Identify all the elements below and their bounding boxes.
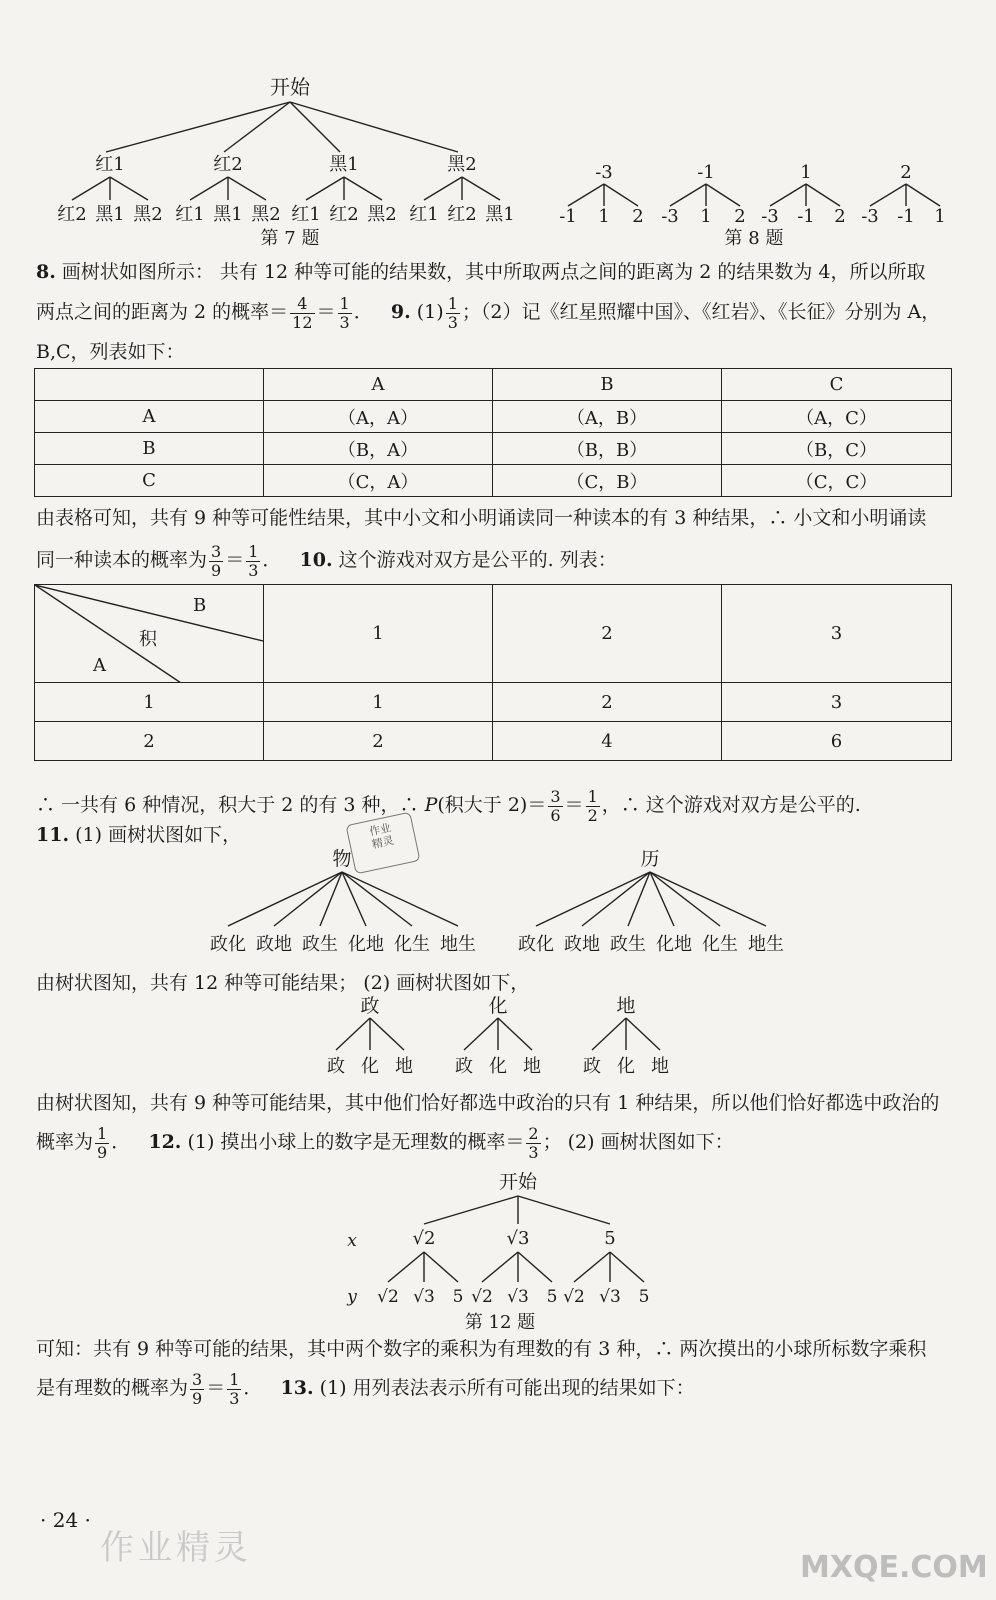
- table-row: [35, 722, 952, 761]
- corner-label-a: A: [93, 655, 106, 676]
- fraction: $\frac{1}{9}$: [97, 1123, 108, 1162]
- fraction: $\frac{3}{9}$: [211, 541, 222, 580]
- problem-12-conclusion-line-1: [36, 1334, 926, 1364]
- corner-label-b: B: [193, 595, 207, 616]
- tree-leaf: 黑2: [251, 204, 281, 225]
- table-cell: （B，A）: [264, 433, 493, 465]
- site-watermark: MXQE.COM: [800, 1550, 988, 1585]
- table-cell: （A，B）: [493, 401, 722, 433]
- tree-leaf: 黑2: [367, 204, 397, 225]
- tree-leaf: 化: [489, 1056, 507, 1077]
- figure-caption: 第 7 题: [260, 228, 320, 249]
- tree-leaf: -3: [661, 206, 679, 227]
- tree-leaf: 化: [617, 1056, 635, 1077]
- axis-label-x: x: [347, 1231, 357, 1251]
- paragraph-text: 可知：共有 9 种等可能的结果，其中两个数字的乘积为有理数的有 3 种，∴ 两次摸出的小球所标数字乘积: [36, 1338, 927, 1360]
- tree-root: 化: [488, 995, 508, 1017]
- problem-9-line-3: [36, 337, 185, 367]
- tree-leaf: 黑1: [213, 204, 243, 225]
- period: ．: [243, 1377, 263, 1399]
- paragraph-text: ； (2) 画树状图如下：: [542, 1131, 734, 1153]
- paragraph-text: 这个游戏对双方是公平的. 列表：: [338, 549, 617, 571]
- table-cell: 3: [722, 683, 952, 722]
- tree-leaf: 红2: [447, 204, 477, 225]
- tree-leaf: √2: [563, 1287, 585, 1307]
- tree-leaf: 化生: [702, 934, 738, 955]
- problem-11-12-line: [36, 1122, 734, 1162]
- tree-leaf: 化地: [656, 934, 692, 955]
- table-header-cell: C: [722, 369, 952, 401]
- problem-9-conclusion-line-1: [36, 503, 926, 533]
- table-cell: 6: [722, 722, 952, 761]
- problem-8-9-line: [36, 292, 940, 332]
- table-cell: 2: [35, 722, 264, 761]
- tree-leaf: 2: [834, 206, 846, 227]
- period: ．: [111, 1131, 131, 1153]
- tree-branch: 红1: [95, 154, 125, 175]
- tree-leaf: 1: [934, 206, 946, 227]
- period: ．: [353, 301, 373, 323]
- tree-leaf: 黑2: [133, 204, 163, 225]
- paragraph-text: B,C，列表如下：: [36, 341, 185, 363]
- paragraph-text: (1) 摸出小球上的数字是无理数的概率＝: [187, 1131, 525, 1153]
- tree-leaf: -1: [559, 206, 577, 227]
- problem-9-10-line: [36, 540, 617, 580]
- tree-leaf: 1: [598, 206, 610, 227]
- table-cell: [35, 369, 264, 401]
- fraction: $\frac{1}{2}$: [587, 786, 598, 825]
- tree-leaf: 政生: [610, 934, 646, 955]
- paragraph-text: (1) 用列表法表示所有可能出现的结果如下：: [319, 1377, 695, 1399]
- tree-leaf: 政生: [302, 934, 338, 955]
- problem-number: 8.: [36, 261, 56, 283]
- table-cell: （C，A）: [264, 465, 493, 497]
- tree-leaf: 地: [523, 1056, 541, 1077]
- tree-diagram-11a: [0, 840, 996, 965]
- paragraph-text: 由树状图知，共有 12 种等可能结果； (2) 画树状图如下，: [36, 972, 530, 994]
- tree-branch: √2: [412, 1228, 436, 1249]
- tree-leaf: 地: [651, 1056, 669, 1077]
- tree-leaf: 黑1: [485, 204, 515, 225]
- tree-leaf: 政地: [564, 934, 600, 955]
- tree-leaf: 化地: [348, 934, 384, 955]
- table-row: [35, 465, 952, 497]
- table-header-cell: A: [264, 369, 493, 401]
- tree-leaf: 2: [734, 206, 746, 227]
- table-cell: 2: [264, 722, 493, 761]
- problem-10-conclusion: [36, 785, 861, 825]
- problem-number: 11.: [36, 824, 70, 846]
- stamp-text: 精灵: [370, 833, 396, 852]
- problem-number: 13.: [280, 1377, 314, 1399]
- tree-leaf: 1: [700, 206, 712, 227]
- tree-leaf: -1: [897, 206, 915, 227]
- tree-branch: -3: [595, 162, 613, 183]
- tree-leaf: -1: [797, 206, 815, 227]
- paragraph-text: 是有理数的概率为: [36, 1377, 189, 1399]
- table-cell: （C，B）: [493, 465, 722, 497]
- tree-leaf: 红1: [175, 204, 205, 225]
- table-row: [35, 433, 952, 465]
- paragraph-text: 由树状图知，共有 9 种等可能结果，其中他们恰好都选中政治的只有 1 种结果，所以他们恰好都选中政治的: [36, 1092, 940, 1114]
- equals-sign: ＝: [225, 549, 245, 571]
- tree-leaf: 地生: [748, 934, 784, 955]
- table-cell: 1: [264, 683, 493, 722]
- tree-diagram-12: [0, 1162, 996, 1342]
- paragraph-text: ∴ 一共有 6 种情况，积大于 2 的有 3 种，∴: [36, 794, 425, 816]
- table-header-cell: B: [493, 369, 722, 401]
- page-number: · 24 ·: [40, 1508, 91, 1532]
- problem-11-conclusion-line-1: [36, 1088, 939, 1118]
- paragraph-text: ；（2）记《红星照耀中国》、《红岩》、《长征》分别为 A，: [461, 301, 941, 323]
- tree-leaf: 5: [452, 1287, 464, 1307]
- problem-number: 10.: [299, 549, 333, 571]
- fraction: $\frac{1}{3}$: [339, 293, 350, 332]
- tree-root: 历: [640, 848, 660, 870]
- equals-sign: ＝: [316, 301, 336, 323]
- tree-leaf: √3: [507, 1287, 529, 1307]
- tree-leaf: 政化: [518, 934, 554, 955]
- corner-label-product: 积: [139, 629, 157, 650]
- table-row: [35, 401, 952, 433]
- table-cell: 1: [35, 683, 264, 722]
- table-header-row: [35, 369, 952, 401]
- problem-number: 12.: [148, 1131, 182, 1153]
- diagonal-header-cell: [35, 585, 264, 683]
- fraction: $\frac{3}{6}$: [550, 786, 561, 825]
- table-cell: （A，A）: [264, 401, 493, 433]
- tree-leaf: 黑1: [95, 204, 125, 225]
- tree-root: 开始: [498, 1171, 538, 1193]
- tree-root: 地: [616, 995, 636, 1017]
- tree-leaf: √3: [599, 1287, 621, 1307]
- equals-sign: ＝: [206, 1377, 226, 1399]
- table-header-cell: 1: [264, 585, 493, 683]
- tree-branch: √3: [506, 1228, 530, 1249]
- paragraph-text: (积大于 2)＝: [437, 794, 547, 816]
- sub-part: (1): [416, 301, 444, 323]
- tree-diagram-11b: [0, 990, 996, 1080]
- tree-diagram-7: [57, 75, 514, 249]
- tree-leaf: 政: [455, 1056, 473, 1077]
- tree-leaf: 2: [632, 206, 644, 227]
- axis-label-y: y: [347, 1287, 357, 1307]
- paragraph-text: 两点之间的距离为 2 的概率＝: [36, 301, 289, 323]
- tree-leaf: -3: [861, 206, 879, 227]
- table-header-cell: 2: [493, 585, 722, 683]
- tree-leaf: 5: [546, 1287, 558, 1307]
- tree-leaf: -3: [761, 206, 779, 227]
- tree-leaf: 化生: [394, 934, 430, 955]
- paragraph-text: ，∴ 这个游戏对双方是公平的.: [601, 794, 861, 816]
- tree-branch: -1: [697, 162, 715, 183]
- tree-branch: 5: [604, 1228, 616, 1249]
- table-problem-9: [34, 368, 952, 497]
- problem-number: 9.: [390, 301, 411, 323]
- table-cell: A: [35, 401, 264, 433]
- table-cell: C: [35, 465, 264, 497]
- table-cell: 2: [493, 683, 722, 722]
- tree-leaf: 地: [395, 1056, 413, 1077]
- paragraph-text: (1) 画树状图如下，: [75, 824, 242, 846]
- tree-leaf: 红1: [409, 204, 439, 225]
- fraction: $\frac{4}{12}$: [292, 293, 313, 332]
- tree-leaf: 红1: [291, 204, 321, 225]
- paragraph-text: 同一种读本的概率为: [36, 549, 208, 571]
- fraction: $\frac{2}{3}$: [528, 1123, 539, 1162]
- tree-branch: 2: [900, 162, 912, 183]
- paragraph-text: 由表格可知，共有 9 种等可能性结果，其中小文和小明诵读同一种读本的有 3 种结果，∴ 小文和小明诵读: [36, 507, 927, 529]
- tree-leaf: 5: [638, 1287, 650, 1307]
- figure-caption: 第 12 题: [464, 1312, 536, 1333]
- tree-leaf: √2: [471, 1287, 493, 1307]
- problem-12-13-line: [36, 1368, 695, 1408]
- tree-leaf: 化: [361, 1056, 379, 1077]
- period: ．: [262, 549, 282, 571]
- tree-figures-7-8: [0, 60, 996, 260]
- table-cell: （B，C）: [722, 433, 952, 465]
- tree-leaf: √3: [413, 1287, 435, 1307]
- paragraph-text: 概率为: [36, 1131, 94, 1153]
- paragraph-text: 画树状如图所示： 共有 12 种等可能的结果数，其中所取两点之间的距离为 2 的结果数为 4，所以所取: [61, 261, 926, 283]
- table-problem-10: [34, 584, 952, 760]
- table-row: [35, 683, 952, 722]
- table-header-cell: 3: [722, 585, 952, 683]
- tree-branch: 黑1: [329, 154, 359, 175]
- tree-branch: 红2: [213, 154, 243, 175]
- fraction: $\frac{1}{3}$: [447, 293, 458, 332]
- tree-leaf: 政: [583, 1056, 601, 1077]
- tree-root: 政: [360, 995, 380, 1017]
- problem-8-line-1: [36, 257, 925, 287]
- fraction: $\frac{1}{3}$: [248, 541, 259, 580]
- table-header-row: [35, 585, 952, 683]
- table-cell: （C，C）: [722, 465, 952, 497]
- tree-leaf: √2: [377, 1287, 399, 1307]
- tree-leaf: 红2: [329, 204, 359, 225]
- figure-caption: 第 8 题: [724, 228, 784, 249]
- table-cell: B: [35, 433, 264, 465]
- table-cell: （A，C）: [722, 401, 952, 433]
- tree-leaf: 地生: [440, 934, 476, 955]
- tree-branch: 黑2: [447, 154, 477, 175]
- tree-leaf: 政: [327, 1056, 345, 1077]
- tree-branch: 1: [800, 162, 812, 183]
- tree-diagram-8: [559, 162, 946, 249]
- tree-root: 开始: [270, 75, 310, 99]
- tree-leaf: 政地: [256, 934, 292, 955]
- table-grid: [34, 584, 952, 761]
- table-cell: （B，B）: [493, 433, 722, 465]
- fraction: $\frac{3}{9}$: [192, 1369, 203, 1408]
- tree-leaf: 政化: [210, 934, 246, 955]
- tree-leaf: 红2: [57, 204, 87, 225]
- equals-sign: ＝: [564, 794, 584, 816]
- fraction: $\frac{1}{3}$: [229, 1369, 240, 1408]
- stamp-text: 作业: [368, 821, 393, 839]
- tree-root: 物: [332, 848, 352, 870]
- table-cell: 4: [493, 722, 722, 761]
- probability-symbol: P: [424, 794, 438, 816]
- footer-brand-watermark: 作业精灵: [100, 1528, 252, 1568]
